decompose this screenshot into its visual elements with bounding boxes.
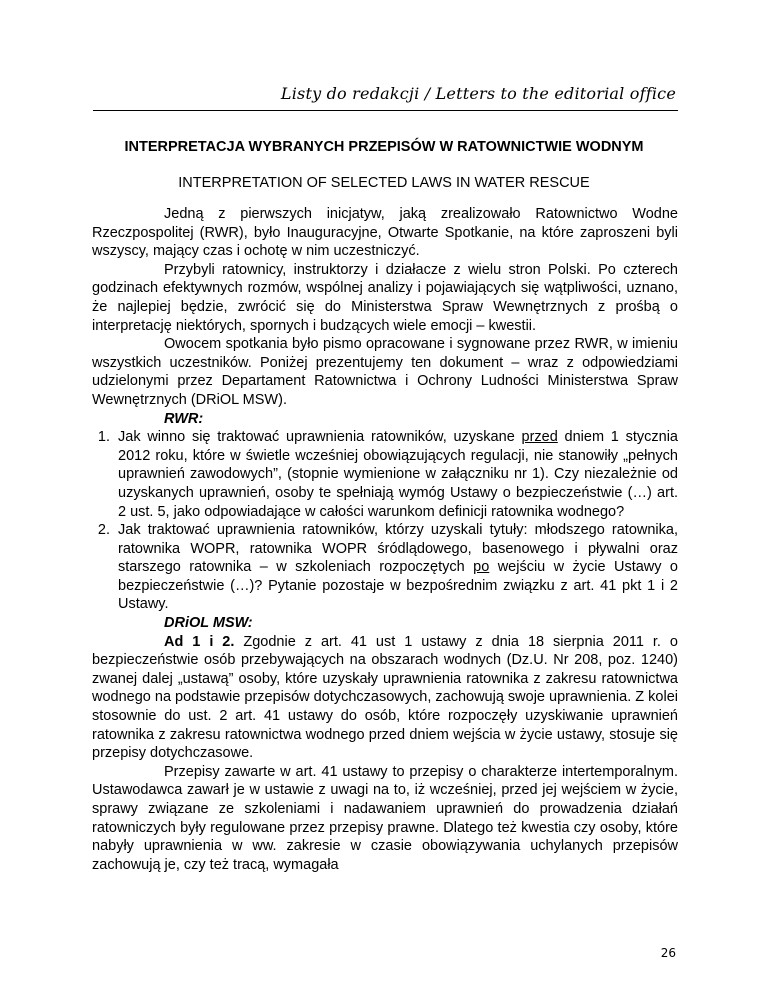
intro-paragraph: Jedną z pierwszych inicjatyw, jaką zrealizowało Ratownictwo Wodne Rzeczpospolitej (RWR), było Inauguracyjne, Otwarte Spotkanie, na które zaproszeni byli wszyscy, mający czas i ochotę w nim uczestniczyć.: [92, 206, 678, 260]
question-item: [92, 521, 678, 614]
driol-label: DRiOL MSW:: [164, 615, 253, 632]
answer-text: Zgodnie z art. 41 ust 1 ustawy z dnia 18 sierpnia 2011 r. o bezpieczeństwie osób przebywających na obszarach wodnych (Dz.U. Nr 208, poz. 1240) zwanej dalej „ustawą” osoby, które uzyskały uprawnienia ratownika z zakresu ratownictwa wodnego na podstawie przepisów dotychczasowych, zachowują swoje uprawnienia. Z kolei stosownie do ust. 2 art. 41 ustawy do osób, które rozpoczęły uzyskiwanie uprawnień ratownika z zakresu ratownictwa wodnego przed dniem wejścia w życie ustawy, stosuje się przepisy dotychczasowe.: [92, 633, 678, 762]
question-item: [92, 428, 678, 521]
article-body: [92, 205, 678, 874]
question-text: wejściu w życie Ustawy o bezpieczeństwie (…)? Pytanie pozostaje w bezpośrednim związku z art. 41 pkt 1 i 2 Ustawy.: [118, 559, 678, 613]
question-text: Jak traktować uprawnienia ratowników, którzy uzyskali tytuły: młodszego ratownika, ratownika WOPR, ratownika WOPR śródlądowego, basenowego i pływalni oraz starszego ratownika – w szkoleniach rozpoczętych: [118, 522, 678, 576]
header-rule: [93, 110, 678, 111]
question-number: 2.: [97, 522, 110, 539]
answer-paragraph: [92, 633, 678, 763]
intro-paragraph: Przybyli ratownicy, instruktorzy i działacze z wielu stron Polski. Po czterech godzinach efektywnych rozmów, wspólnej analizy i pojawiających się wątpliwości, uznano, że najlepiej będzie, zwrócić się do Ministerstwa Spraw Wewnętrznych z prośbą o interpretację niektórych, spornych i budzących wiele emocji – kwestii.: [92, 261, 678, 334]
question-emphasis: przed: [521, 429, 558, 446]
questions-list: [92, 428, 678, 614]
answer-paragraph: Przepisy zawarte w art. 41 ustawy to przepisy o charakterze intertemporalnym. Ustawodawca zawarł je w ustawie z uwagi na to, iż wcześniej, przed jej wejściem w życie, sprawy związane ze szkoleniami i nadawaniem uprawnień do prowadzenia działań ratowniczych były regulowane przez przepisy prawne. Dlatego też kwestia czy osoby, które nabyły uprawnienia w ww. zakresie w czasie obowiązywania uchylanych przepisów zachowują je, czy też tracą, wymagała: [92, 763, 678, 873]
article-subtitle: INTERPRETATION OF SELECTED LAWS IN WATER RESCUE: [178, 175, 590, 191]
intro-paragraph: Owocem spotkania było pismo opracowane i sygnowane przez RWR, w imieniu wszystkich uczestników. Poniżej prezentujemy ten dokument – wraz z odpowiedziami udzielonymi przez Departament Ratownictwa i Ochrony Ludności Ministerstwa Spraw Wewnętrznych (DRiOL MSW).: [92, 336, 678, 408]
page-number: 26: [660, 946, 676, 960]
question-number: 1.: [97, 429, 110, 446]
question-text: dniem 1 stycznia 2012 roku, które w świetle wcześniej obowiązujących regulacji, nie stanowiły „pełnych uprawnień zawodowych”, (stopnie wymienione w załączniku nr 1). Czy niezależnie od uzyskanych uprawnień, osoby te spełniają wymóg Ustawy o bezpieczeństwie (…) art. 2 ust. 5, jako odpowiadające w całości warunkom definicji ratownika wodnego?: [118, 429, 678, 520]
question-emphasis: po: [473, 559, 490, 576]
article-title: INTERPRETACJA WYBRANYCH PRZEPISÓW W RATOWNICTWIE WODNYM: [124, 139, 644, 155]
answer-lead: Ad 1 i 2.: [164, 633, 235, 650]
rwr-label: RWR:: [164, 410, 204, 427]
running-header: Listy do redakcji / Letters to the editorial office: [280, 84, 676, 103]
question-text: Jak winno się traktować uprawnienia ratowników, uzyskane: [118, 429, 522, 446]
